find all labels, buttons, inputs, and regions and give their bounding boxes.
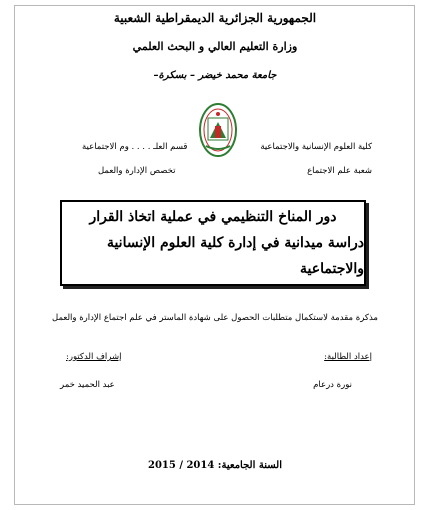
branch-label: شعبة علم الاجتماع [307, 166, 372, 176]
prepared-by-label: إعداد الطالبة: [324, 352, 372, 362]
memo-statement: مذكرة مقدمة لاستكمال متطلبات الحصول على شهادة الماستر في علم اجتماع الإدارة والعمل [52, 313, 378, 323]
thesis-subtitle: دراسة ميدانية في إدارة كلية العلوم الإنسانية والاجتماعية [106, 235, 364, 277]
republic-line: الجمهورية الجزائرية الديمقراطية الشعبية [113, 11, 317, 25]
university-line: جامعة محمد خيضر – بسكرة– [153, 70, 277, 81]
faculty-label: كلية العلوم الإنسانية والاجتماعية [260, 142, 372, 152]
supervisor-label: إشراف الدكتور: [66, 352, 122, 362]
academic-year: السنة الجامعية: 2014 / 2015 [148, 460, 282, 471]
thesis-title: دور المناخ التنظيمي في عملية اتخاذ القرار [89, 209, 337, 225]
university-logo-icon [198, 102, 238, 158]
supervisor-name: عبد الحميد خمر [60, 380, 115, 390]
student-name: نورة درعام [313, 380, 352, 390]
specialty-label: تخصص الإدارة والعمل [98, 166, 176, 176]
ministry-line: وزارة التعليم العالي و البحث العلمي [132, 40, 298, 53]
department-label: قسم العلـ . . . . وم الاجتماعية [82, 142, 188, 152]
thesis-title-box [60, 200, 366, 286]
